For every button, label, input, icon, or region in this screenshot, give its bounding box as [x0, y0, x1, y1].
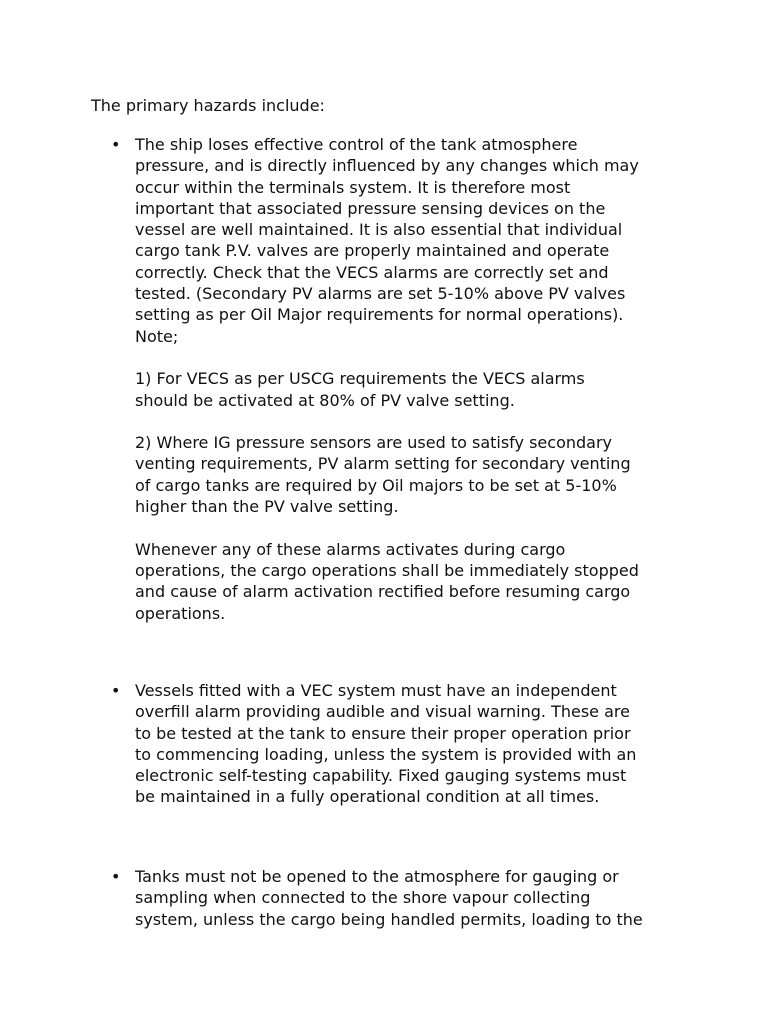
- text-line: should be activated at 80% of PV valve setting.: [135, 390, 515, 410]
- text-line: setting as per Oil Major requirements for normal operations).: [135, 305, 624, 325]
- text-line: electronic self-testing capability. Fixed gauging systems must: [135, 766, 627, 786]
- text-line: venting requirements, PV alarm setting for secondary venting: [135, 454, 631, 474]
- paragraph-vec-system: [135, 680, 695, 808]
- text-line: Tanks must not be opened to the atmosphere for gauging or: [135, 867, 619, 886]
- text-line: Vessels fitted with a VEC system must have an independent: [135, 681, 617, 700]
- text-line: to be tested at the tank to ensure their proper operation prior: [135, 723, 631, 743]
- bullet-marker: •: [111, 681, 121, 700]
- paragraph-note-2: [135, 432, 695, 517]
- text-line: 1) For VECS as per USCG requirements the VECS alarms: [135, 369, 585, 389]
- text-line: Note;: [135, 326, 179, 346]
- text-line: operations.: [135, 603, 226, 623]
- text-line: and cause of alarm activation rectified before resuming cargo: [135, 582, 631, 602]
- text-line: be maintained in a fully operational condition at all times.: [135, 787, 600, 807]
- text-line: overfill alarm providing audible and visual warning. These are: [135, 702, 630, 722]
- paragraph-tank-opening: [135, 866, 695, 930]
- text-line: 2) Where IG pressure sensors are used to satisfy secondary: [135, 433, 612, 453]
- text-line: of cargo tanks are required by Oil majors to be set at 5-10%: [135, 475, 617, 495]
- bullet-marker: •: [111, 867, 121, 886]
- bullet-item-2: [111, 680, 695, 808]
- bullet-item-3: [111, 866, 695, 930]
- text-line: vessel are well maintained. It is also essential that individual: [135, 220, 623, 240]
- text-line: system, unless the cargo being handled permits, loading to the: [135, 909, 643, 929]
- text-line: pressure, and is directly influenced by any changes which may: [135, 156, 639, 176]
- paragraph-note-1: [135, 368, 695, 411]
- text-line: tested. (Secondary PV alarms are set 5-10% above PV valves: [135, 284, 626, 304]
- text-line: correctly. Check that the VECS alarms are correctly set and: [135, 262, 609, 282]
- text-line: Whenever any of these alarms activates during cargo: [135, 539, 566, 559]
- text-line: operations, the cargo operations shall be immediately stopped: [135, 560, 639, 580]
- bullet-item-1: [111, 134, 695, 624]
- text-line: sampling when connected to the shore vapour collecting: [135, 888, 591, 908]
- text-line: higher than the PV valve setting.: [135, 497, 399, 517]
- intro-heading: The primary hazards include:: [91, 96, 325, 115]
- text-line: The ship loses effective control of the tank atmosphere: [135, 135, 578, 154]
- text-line: cargo tank P.V. valves are properly maintained and operate: [135, 241, 610, 261]
- text-line: to commencing loading, unless the system is provided with an: [135, 744, 637, 764]
- bullet-marker: •: [111, 135, 121, 154]
- paragraph-alarm-action: [135, 539, 695, 624]
- paragraph-main: [135, 134, 695, 347]
- text-line: occur within the terminals system. It is therefore most: [135, 177, 571, 197]
- text-line: important that associated pressure sensing devices on the: [135, 198, 606, 218]
